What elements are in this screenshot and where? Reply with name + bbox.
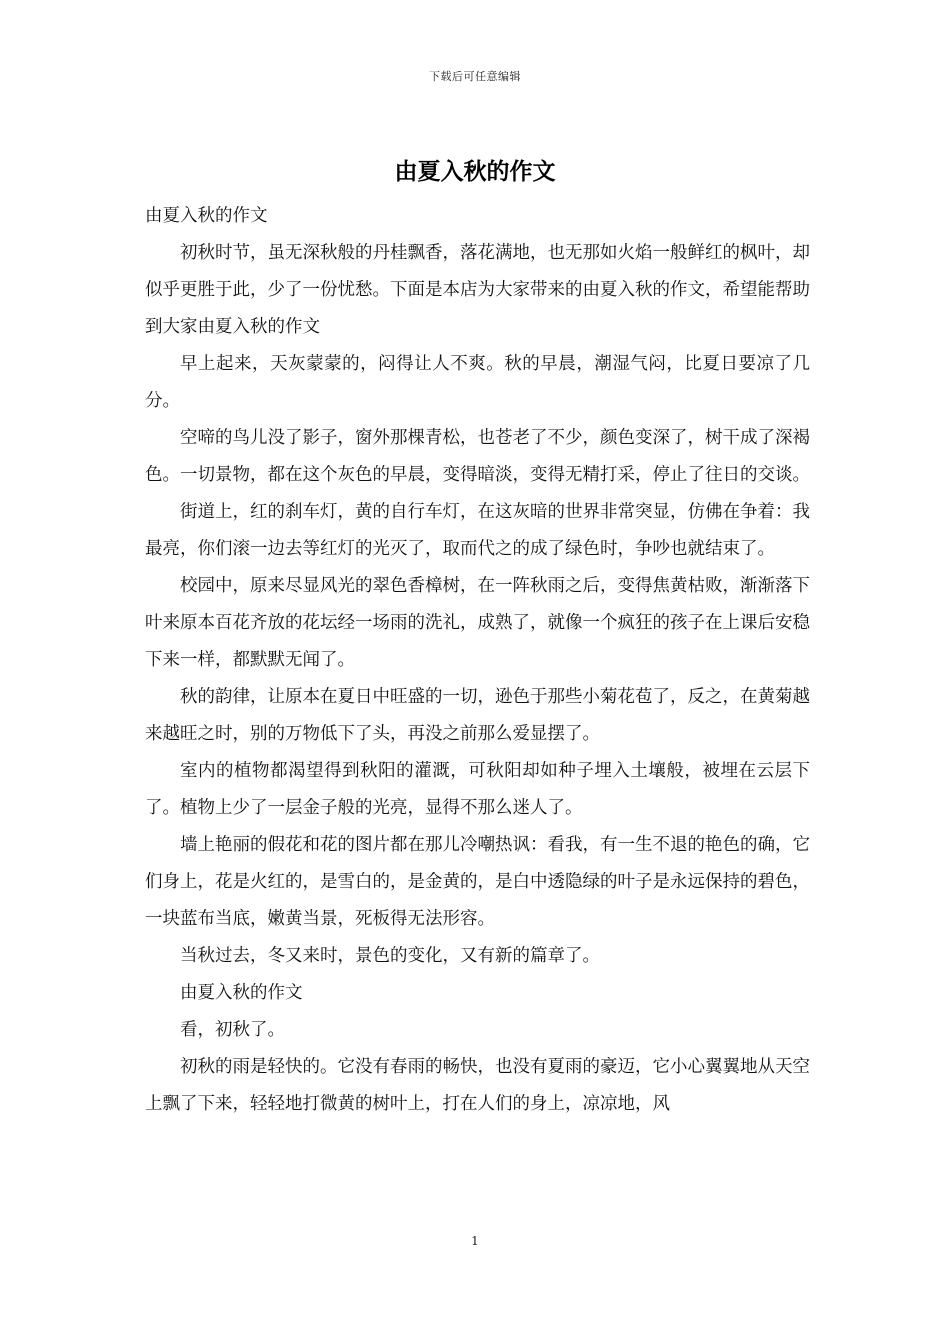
document-body	[145, 198, 810, 1123]
paragraph: 秋的韵律，让原本在夏日中旺盛的一切，逊色于那些小菊花苞了，反之，在黄菊越来越旺之时，别的万物低下了头，再没之前那么爱显摆了。	[145, 687, 810, 744]
paragraph: 街道上，红的刹车灯，黄的自行车灯，在这灰暗的世界非常突显，仿佛在争着：我最亮，你们滚一边去等红灯的光灭了，取而代之的成了绿色时，争吵也就结束了。	[145, 502, 810, 559]
paragraph: 看，初秋了。	[180, 1020, 285, 1040]
page-number: 1	[471, 1234, 479, 1248]
paragraph: 初秋时节，虽无深秋般的丹桂飘香，落花满地，也无那如火焰一般鲜红的枫叶，却似乎更胜于此，少了一份忧愁。下面是本店为大家带来的由夏入秋的作文，希望能帮助到大家由夏入秋的作文	[145, 243, 810, 337]
paragraph: 由夏入秋的作文	[145, 206, 268, 226]
paragraph: 初秋的雨是轻快的。它没有春雨的畅快，也没有夏雨的豪迈，它小心翼翼地从天空上飘了下来，轻轻地打微黄的树叶上，打在人们的身上，凉凉地，风	[145, 1057, 810, 1114]
document-title: 由夏入秋的作文	[394, 158, 556, 185]
paragraph: 室内的植物都渴望得到秋阳的灌溉，可秋阳却如种子埋入土壤般，被埋在云层下了。植物上少了一层金子般的光亮，显得不那么迷人了。	[145, 761, 810, 818]
paragraph: 墙上艳丽的假花和花的图片都在那儿冷嘲热讽：看我，有一生不退的艳色的确，它们身上，花是火红的，是雪白的，是金黄的，是白中透隐绿的叶子是永远保持的碧色，一块蓝布当底，嫩黄当景，死板得无法形容。	[145, 835, 810, 929]
paragraph: 空啼的鸟儿没了影子，窗外那棵青松，也苍老了不少，颜色变深了，树干成了深褐色。一切景物，都在这个灰色的早晨，变得暗淡，变得无精打采，停止了往日的交谈。	[145, 428, 810, 485]
paragraph: 当秋过去，冬又来时，景色的变化，又有新的篇章了。	[180, 946, 600, 966]
paragraph: 由夏入秋的作文	[180, 983, 303, 1003]
page-header: 下载后可任意编辑	[429, 70, 521, 83]
paragraph: 早上起来，天灰蒙蒙的，闷得让人不爽。秋的早晨，潮湿气闷，比夏日要凉了几分。	[145, 354, 810, 411]
paragraph: 校园中，原来尽显风光的翠色香樟树，在一阵秋雨之后，变得焦黄枯败，渐渐落下叶来原本百花齐放的花坛经一场雨的洗礼，成熟了，就像一个疯狂的孩子在上课后安稳下来一样，都默默无闻了。	[145, 576, 810, 670]
